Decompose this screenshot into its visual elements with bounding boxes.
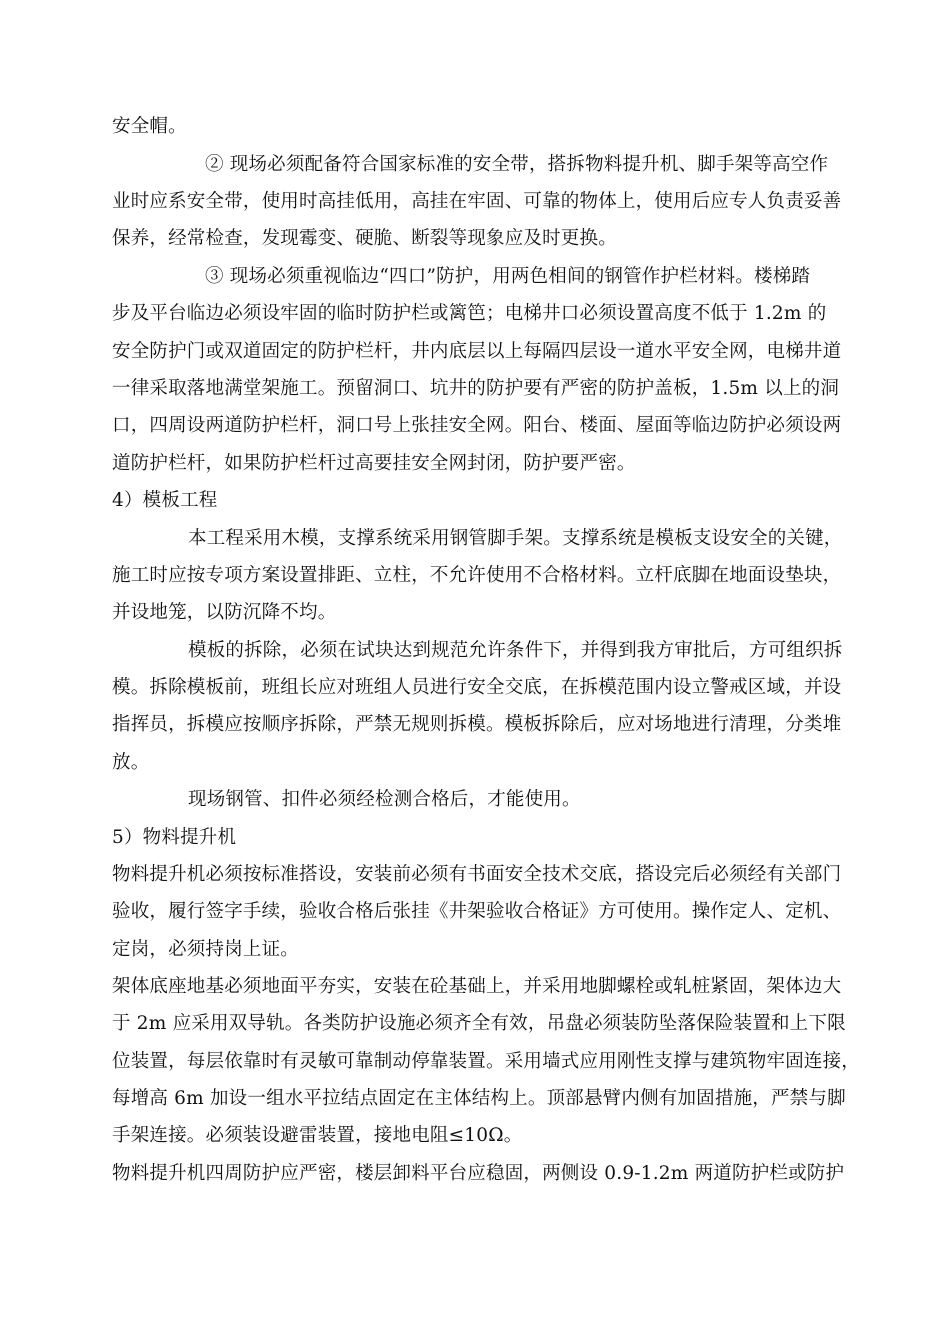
text-line: 定岗，必须持岗上证。 (112, 939, 300, 960)
text-line: 业时应系安全带，使用时高挂低用，高挂在牢固、可靠的物体上，使用后应专人负责妥善 (112, 191, 842, 212)
text-line: 物料提升机四周防护应严密，楼层卸料平台应稳固，两侧设 0.9-1.2m 两道防护栏或防护 (112, 1163, 845, 1184)
text-line: ② 现场必须配备符合国家标准的安全带，搭拆物料提升机、脚手架等高空作 (205, 154, 829, 175)
text-line: 步及平台临边必须设牢固的临时防护栏或篱笆；电梯井口必须设置高度不低于 1.2m 的 (112, 303, 827, 324)
text-line: 安全防护门或双道固定的防护栏杆，井内底层以上每隔四层设一道水平安全网，电梯井道 (112, 341, 842, 362)
text-line: 施工时应按专项方案设置排距、立柱，不允许使用不合格材料。立杆底脚在地面设垫块， (112, 565, 842, 586)
text-line: 模。拆除模板前，班组长应对班组人员进行安全交底，在拆模范围内设立警戒区域，并设 (112, 677, 842, 698)
text-line: 道防护栏杆，如果防护栏杆过高要挂安全网封闭，防护要严密。 (112, 453, 636, 474)
text-line: 模板的拆除，必须在试块达到规范允许条件下，并得到我方审批后，方可组织拆 (188, 640, 843, 661)
section-heading: 4）模板工程 (112, 490, 218, 511)
text-line: 放。 (112, 752, 150, 773)
text-line: 本工程采用木模，支撑系统采用钢管脚手架。支撑系统是模板支设安全的关键， (188, 528, 843, 549)
text-line: 位装置，每层依靠时有灵敏可靠制动停靠装置。采用墙式应用刚性支撑与建筑物牢固连接， (112, 1051, 861, 1072)
text-line: 手架连接。必须装设避雷装置，接地电阻≤10Ω。 (112, 1125, 523, 1146)
text-line: 架体底座地基必须地面平夯实，安装在砼基础上，并采用地脚螺栓或轧桩紧固，架体边大 (112, 976, 842, 997)
text-line: 每增高 6m 加设一组水平拉结点固定在主体结构上。顶部悬臂内侧有加固措施，严禁与脚 (112, 1088, 846, 1109)
text-line: 物料提升机必须按标准搭设，安装前必须有书面安全技术交底，搭设完后必须经有关部门 (112, 864, 842, 885)
text-line: 现场钢管、扣件必须经检测合格后，才能使用。 (188, 789, 581, 810)
text-line: 验收，履行签字手续，验收合格后张挂《井架验收合格证》方可使用。操作定人、定机、 (112, 901, 842, 922)
text-line: 安全帽。 (112, 116, 187, 137)
text-line: 保养，经常检查，发现霉变、硬脆、断裂等现象应及时更换。 (112, 228, 617, 249)
section-heading: 5）物料提升机 (112, 827, 237, 848)
text-line: 并设地笼，以防沉降不均。 (112, 602, 337, 623)
text-line: 于 2m 应采用双导轨。各类防护设施必须齐全有效，吊盘必须装防坠落保险装置和上下限 (112, 1013, 846, 1034)
text-line: ③ 现场必须重视临边“四口”防护，用两色相间的钢管作护栏材料。楼梯踏 (205, 266, 811, 287)
text-line: 指挥员，拆模应按顺序拆除，严禁无规则拆模。模板拆除后，应对场地进行清理，分类堆 (112, 714, 842, 735)
text-line: 口，四周设两道防护栏杆，洞口号上张挂安全网。阳台、楼面、屋面等临边防护必须设两 (112, 415, 842, 436)
text-line: 一律采取落地满堂架施工。预留洞口、坑井的防护要有严密的防护盖板，1.5m 以上的洞 (112, 378, 840, 399)
